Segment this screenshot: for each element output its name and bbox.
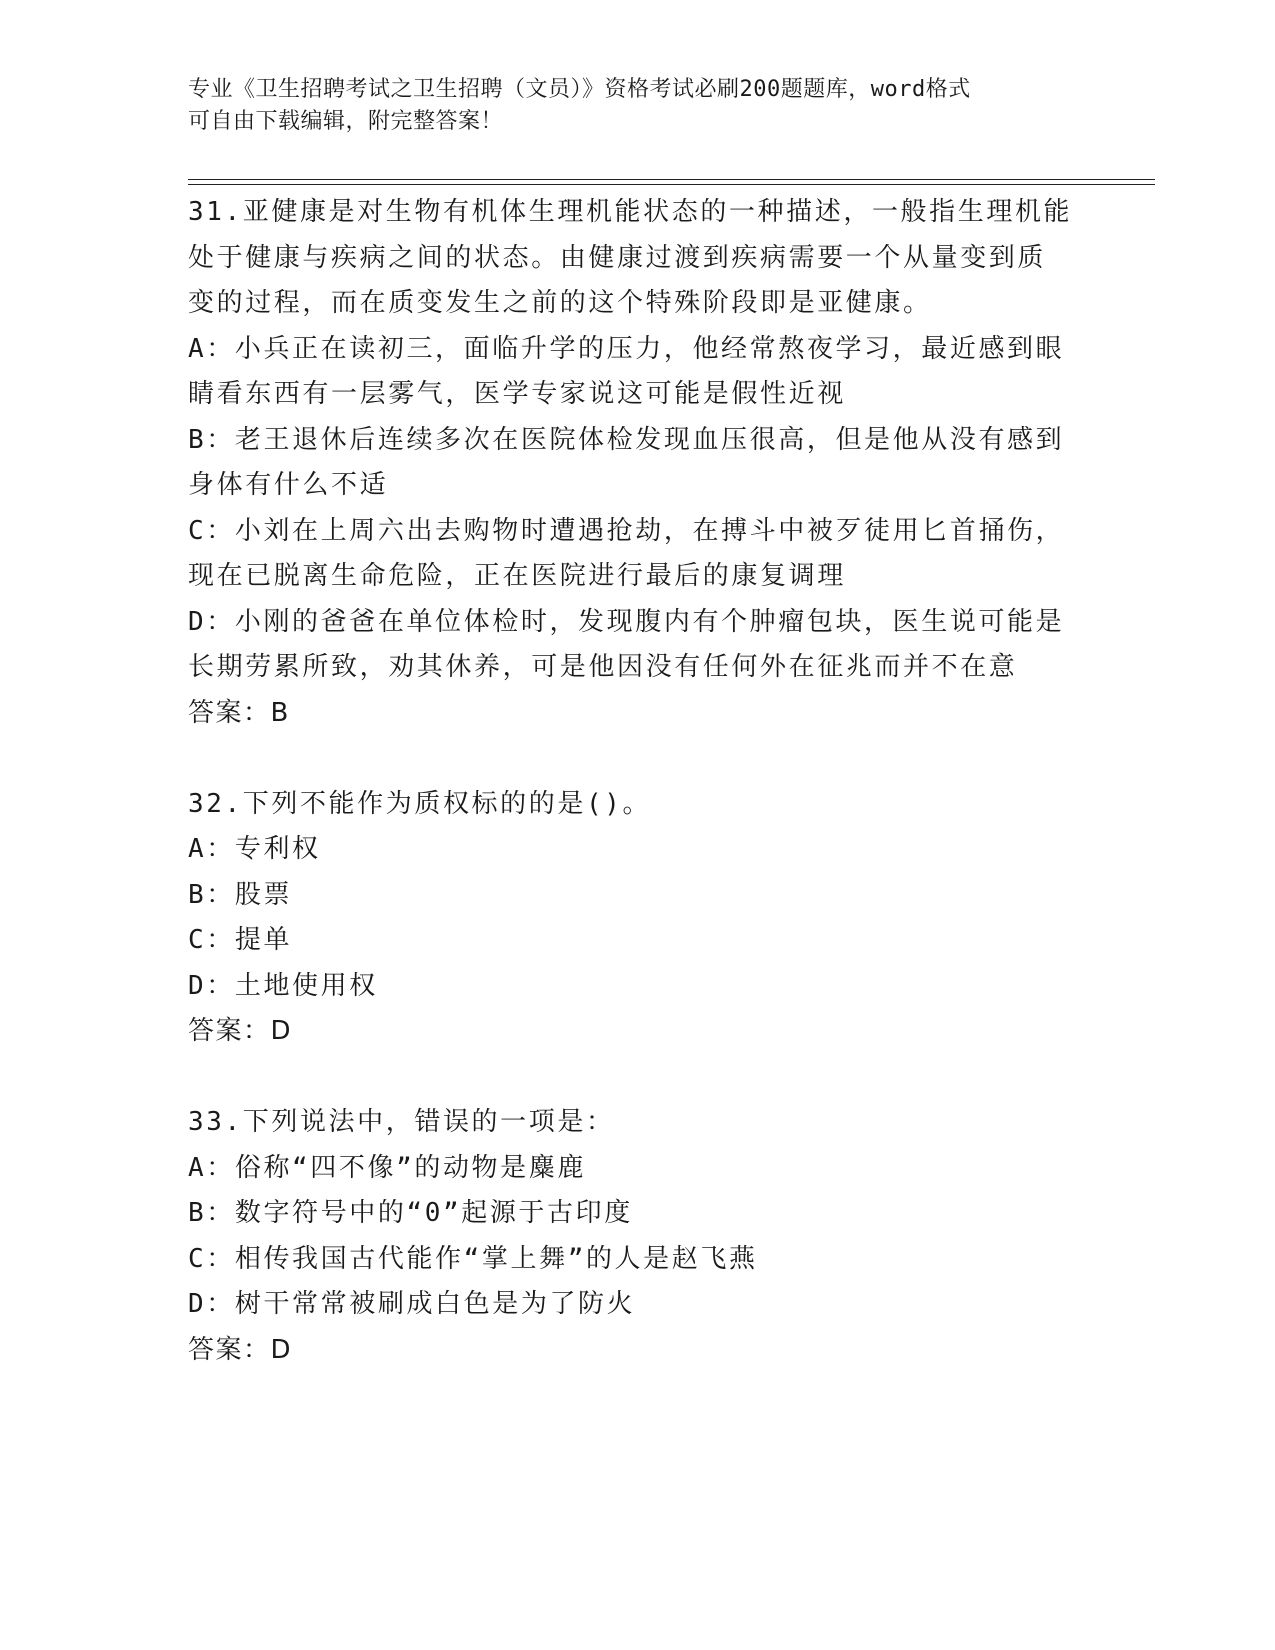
option-line: 睛看东西有一层雾气，医学专家说这可能是假性近视 bbox=[188, 379, 846, 409]
option-line: B：股票 bbox=[188, 879, 293, 910]
option-line: 现在已脱离生命危险，正在医院进行最后的康复调理 bbox=[188, 561, 846, 591]
option-line: D：树干常常被刷成白色是为了防火 bbox=[188, 1289, 636, 1319]
answer-line: 答案：D bbox=[188, 1334, 293, 1365]
question-stem-line: 32.下列不能作为质权标的的是()。 bbox=[188, 788, 652, 819]
header-line: 专业《卫生招聘考试之卫生招聘（文员）》资格考试必刷200题题库，word格式 bbox=[188, 77, 971, 102]
option-line: A：专利权 bbox=[188, 834, 321, 864]
question-stem-line: 33.下列说法中，错误的一项是： bbox=[188, 1107, 615, 1137]
option-line: C：提单 bbox=[188, 925, 293, 955]
question-list bbox=[188, 190, 1088, 1373]
question-spacer bbox=[188, 1055, 1088, 1101]
question-stem-line: 处于健康与疾病之间的状态。由健康过渡到疾病需要一个从量变到质 bbox=[188, 242, 1047, 273]
option-line: A：俗称“四不像”的动物是麋鹿 bbox=[188, 1152, 586, 1183]
header-line: 可自由下载编辑，附完整答案！ bbox=[188, 109, 504, 134]
option-line: B：老王退休后连续多次在医院体检发现血压很高，但是他从没有感到 bbox=[188, 424, 1065, 455]
option-line: D：土地使用权 bbox=[188, 970, 378, 1001]
document-header bbox=[188, 74, 1068, 138]
option-line: C：相传我国古代能作“掌上舞”的人是赵飞燕 bbox=[188, 1243, 758, 1274]
header-divider bbox=[188, 179, 1155, 180]
question-stem-line: 变的过程，而在质变发生之前的这个特殊阶段即是亚健康。 bbox=[188, 288, 932, 318]
option-line: 身体有什么不适 bbox=[188, 470, 389, 500]
question-32 bbox=[188, 782, 1088, 1055]
question-stem-line: 31.亚健康是对生物有机体生理机能状态的一种描述，一般指生理机能 bbox=[188, 197, 1073, 227]
header-divider bbox=[188, 184, 1155, 185]
question-33 bbox=[188, 1100, 1088, 1373]
option-line: B：数字符号中的“0”起源于古印度 bbox=[188, 1198, 633, 1228]
option-line: 长期劳累所致，劝其休养，可是他因没有任何外在征兆而并不在意 bbox=[188, 652, 1018, 682]
question-31 bbox=[188, 190, 1088, 736]
option-line: A：小兵正在读初三，面临升学的压力，他经常熬夜学习，最近感到眼 bbox=[188, 333, 1065, 364]
question-spacer bbox=[188, 736, 1088, 782]
answer-line: 答案：B bbox=[188, 697, 290, 728]
option-line: C：小刘在上周六出去购物时遭遇抢劫，在搏斗中被歹徒用匕首捅伤， bbox=[188, 515, 1065, 546]
answer-line: 答案：D bbox=[188, 1016, 293, 1046]
option-line: D：小刚的爸爸在单位体检时，发现腹内有个肿瘤包块，医生说可能是 bbox=[188, 606, 1065, 637]
